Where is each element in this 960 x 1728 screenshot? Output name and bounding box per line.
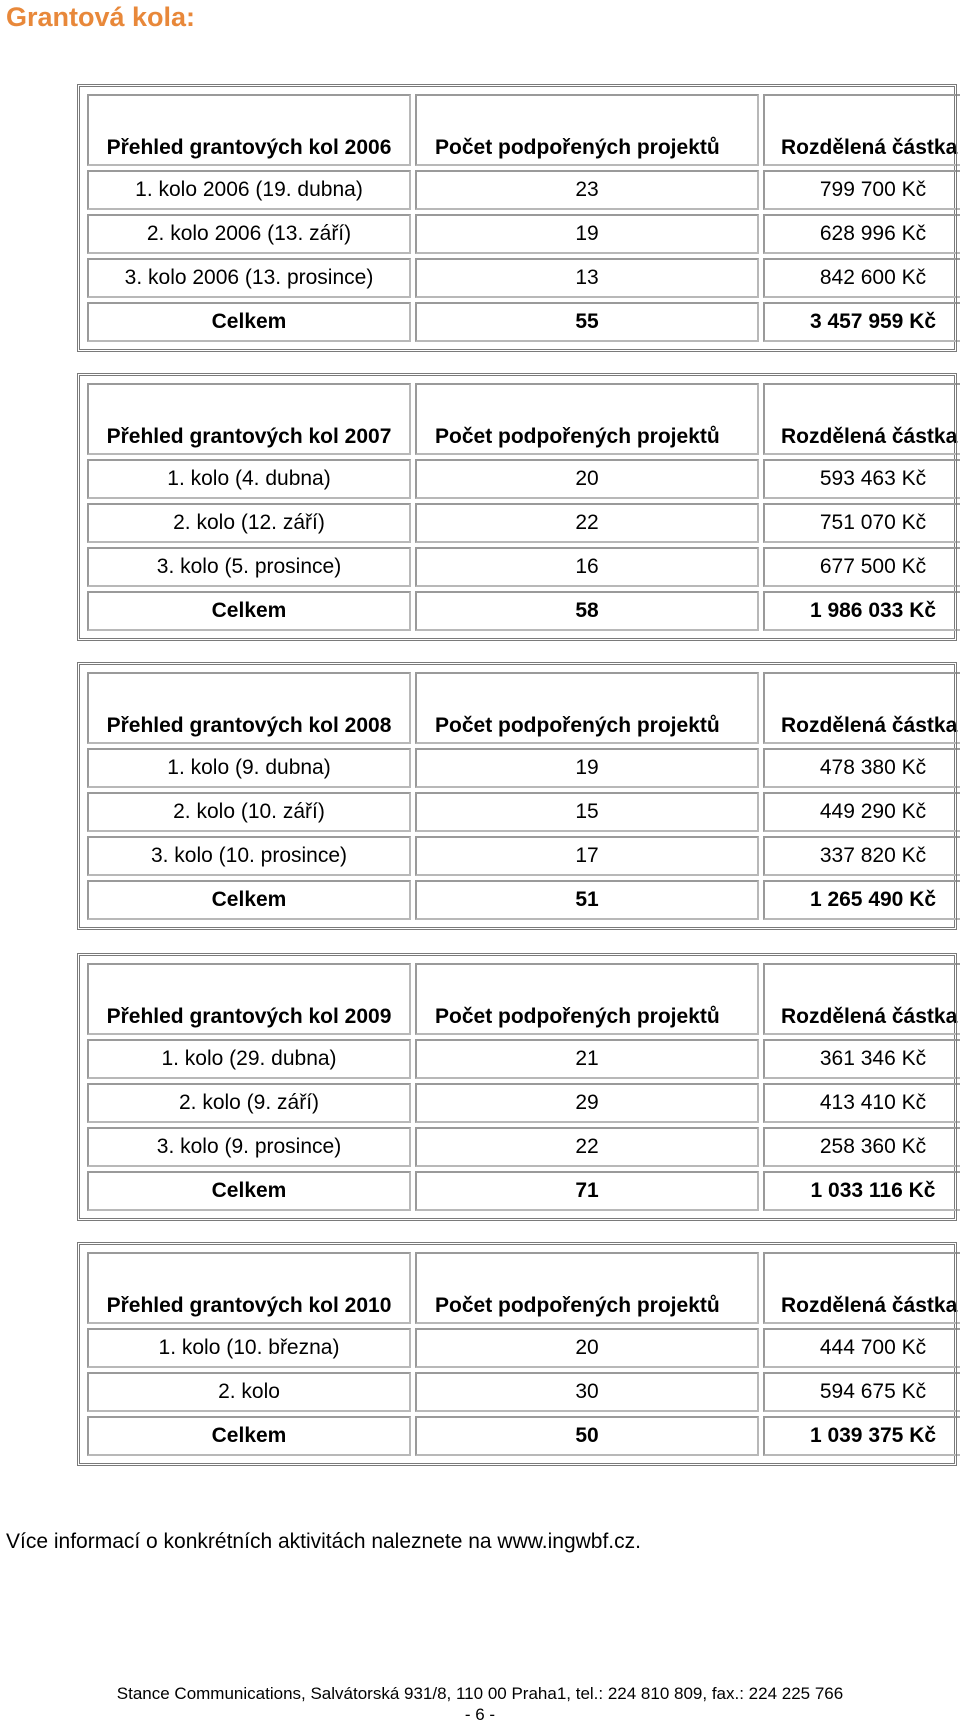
amount: 337 820 Kč [763,836,960,876]
table-row [87,1328,960,1368]
project-count: 16 [415,547,759,587]
round-label: 2. kolo (10. září) [87,792,411,832]
project-count: 13 [415,258,759,298]
table-row [87,1039,960,1079]
round-label: 1. kolo (9. dubna) [87,748,411,788]
total-label: Celkem [87,880,411,920]
table-row [87,1372,960,1412]
round-label: 3. kolo (9. prosince) [87,1127,411,1167]
project-count: 21 [415,1039,759,1079]
header-amount: Rozdělená částka [763,383,960,455]
header-overview: Přehled grantových kol 2007 [87,383,411,455]
amount: 478 380 Kč [763,748,960,788]
project-count: 22 [415,503,759,543]
total-amount: 1 039 375 Kč [763,1416,960,1456]
amount: 361 346 Kč [763,1039,960,1079]
header-overview: Přehled grantových kol 2006 [87,94,411,166]
amount: 593 463 Kč [763,459,960,499]
table-row [87,792,960,832]
total-project-count: 71 [415,1171,759,1211]
header-project-count: Počet podpořených projektů [415,383,759,455]
round-label: 3. kolo (5. prosince) [87,547,411,587]
header-project-count: Počet podpořených projektů [415,963,759,1035]
total-amount: 1 033 116 Kč [763,1171,960,1211]
grant-table-2007 [79,375,958,639]
total-row [87,1171,960,1211]
table-row [87,836,960,876]
amount: 751 070 Kč [763,503,960,543]
total-project-count: 50 [415,1416,759,1456]
header-overview: Přehled grantových kol 2010 [87,1252,411,1324]
page-number: - 6 - [464,1705,496,1724]
round-label: 1. kolo (29. dubna) [87,1039,411,1079]
table-row [87,170,960,210]
project-count: 20 [415,1328,759,1368]
table-row [87,503,960,543]
round-label: 1. kolo (4. dubna) [87,459,411,499]
round-label: 2. kolo 2006 (13. září) [87,214,411,254]
table-row [87,258,960,298]
total-project-count: 51 [415,880,759,920]
header-project-count: Počet podpořených projektů [415,1252,759,1324]
total-row [87,302,960,342]
header-project-count: Počet podpořených projektů [415,94,759,166]
project-count: 22 [415,1127,759,1167]
table-row [87,547,960,587]
project-count: 23 [415,170,759,210]
amount: 677 500 Kč [763,547,960,587]
round-label: 2. kolo (9. září) [87,1083,411,1123]
round-label: 1. kolo 2006 (19. dubna) [87,170,411,210]
table-row [87,748,960,788]
table-row [87,459,960,499]
grant-table-2006 [79,86,958,350]
amount: 258 360 Kč [763,1127,960,1167]
grant-table-2010 [79,1244,958,1464]
amount: 842 600 Kč [763,258,960,298]
page-heading: Grantová kola: [6,2,196,32]
project-count: 29 [415,1083,759,1123]
header-amount: Rozdělená částka [763,94,960,166]
round-label: 3. kolo 2006 (13. prosince) [87,258,411,298]
total-label: Celkem [87,1171,411,1211]
total-row [87,880,960,920]
project-count: 19 [415,214,759,254]
header-project-count: Počet podpořených projektů [415,672,759,744]
project-count: 30 [415,1372,759,1412]
amount: 449 290 Kč [763,792,960,832]
project-count: 20 [415,459,759,499]
amount: 444 700 Kč [763,1328,960,1368]
more-info-note: Více informací o konkrétních aktivitách naleznete na www.ingwbf.cz. [6,1530,641,1553]
grant-table-2008 [79,664,958,928]
total-label: Celkem [87,591,411,631]
total-amount: 1 265 490 Kč [763,880,960,920]
grant-table-2009 [79,955,958,1219]
amount: 628 996 Kč [763,214,960,254]
total-amount: 1 986 033 Kč [763,591,960,631]
amount: 594 675 Kč [763,1372,960,1412]
round-label: 3. kolo (10. prosince) [87,836,411,876]
footer-address: Stance Communications, Salvátorská 931/8, 110 00 Praha1, tel.: 224 810 809, fax.: 224 225 766 [116,1684,844,1703]
round-label: 1. kolo (10. března) [87,1328,411,1368]
header-overview: Přehled grantových kol 2008 [87,672,411,744]
total-label: Celkem [87,302,411,342]
total-row [87,591,960,631]
amount: 799 700 Kč [763,170,960,210]
total-amount: 3 457 959 Kč [763,302,960,342]
table-row [87,1083,960,1123]
header-amount: Rozdělená částka [763,963,960,1035]
project-count: 15 [415,792,759,832]
total-project-count: 55 [415,302,759,342]
table-row [87,1127,960,1167]
total-label: Celkem [87,1416,411,1456]
round-label: 2. kolo (12. září) [87,503,411,543]
header-overview: Přehled grantových kol 2009 [87,963,411,1035]
round-label: 2. kolo [87,1372,411,1412]
header-amount: Rozdělená částka [763,672,960,744]
header-amount: Rozdělená částka [763,1252,960,1324]
amount: 413 410 Kč [763,1083,960,1123]
project-count: 17 [415,836,759,876]
project-count: 19 [415,748,759,788]
total-row [87,1416,960,1456]
table-row [87,214,960,254]
total-project-count: 58 [415,591,759,631]
